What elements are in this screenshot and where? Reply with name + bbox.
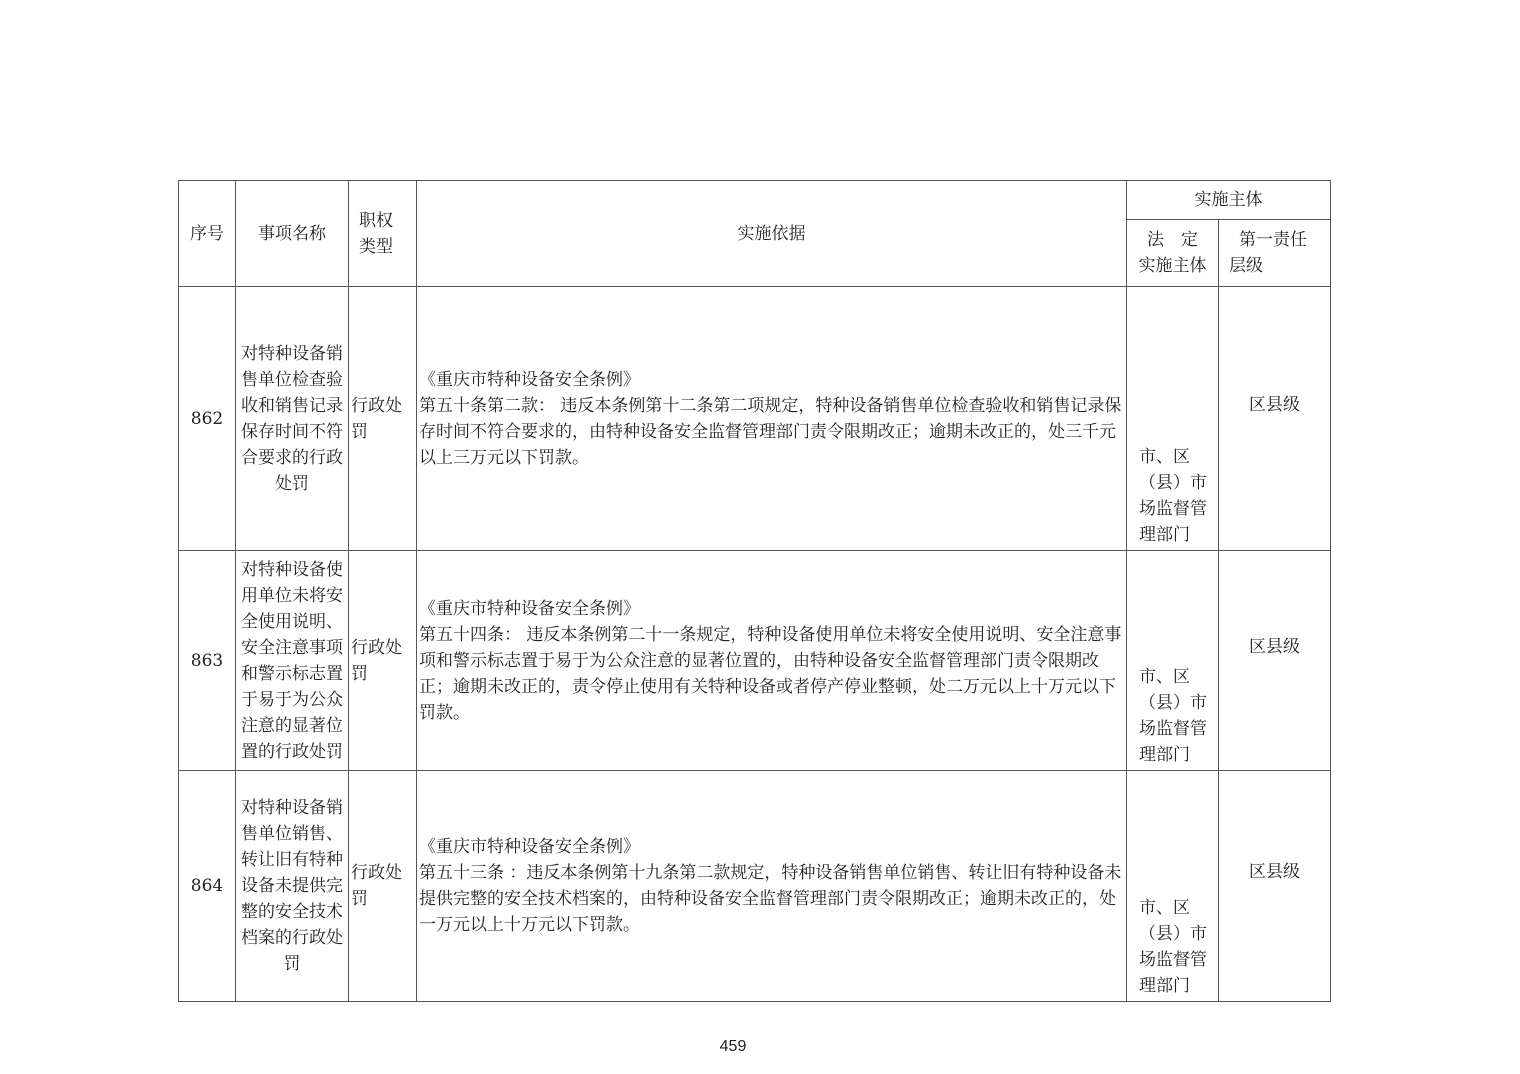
row-seq: 863 — [179, 551, 236, 771]
row-law-clause: 第五十四条： 违反本条例第二十一条规定，特种设备使用单位未将安全使用说明、安全注意事项和警示标志置于易于为公众注意的显著位置的，由特种设备安全监督管理部门责令限期改正；逾期未改正的，责令停止使用有关特种设备或者停产停业整顿，处二万元以上十万元以下罚款。 — [419, 624, 1122, 723]
header-row-1 — [179, 181, 1331, 220]
row-first-resp-level — [1219, 551, 1331, 771]
row-law-clause: 第五十三条 ：违反本条例第十九条第二款规定，特种设备销售单位销售、转让旧有特种设备未提供完整的安全技术档案的，由特种设备安全监督管理部门责令限期改正；逾期未改正的，处一万元以上十万元以下罚款。 — [419, 863, 1122, 935]
header-first-resp-line1: 第一责任 — [1239, 230, 1307, 250]
row-legal-subject: 市、区（县）市场监督管理部门 — [1127, 771, 1219, 1002]
row-authority-type: 行政处罚 — [349, 771, 417, 1002]
row-item-name: 对特种设备使用单位未将安全使用说明、安全注意事项和警示标志置于易于为公众注意的显著位置的行政处罚 — [236, 551, 349, 771]
row-basis — [417, 551, 1127, 771]
row-first-resp-level — [1219, 771, 1331, 1002]
header-authority-type-line1: 职权 — [359, 210, 393, 231]
row-basis — [417, 771, 1127, 1002]
header-first-resp-line2: 层级 — [1229, 256, 1263, 276]
row-first-resp-level — [1219, 287, 1331, 551]
row-basis — [417, 287, 1127, 551]
row-law-clause: 第五十条第二款： 违反本条例第十二条第二项规定，特种设备销售单位检查验收和销售记录保存时间不符合要求的，由特种设备安全监督管理部门责令限期改正；逾期未改正的，处三千元以上三万元以下罚款。 — [419, 395, 1122, 468]
row-legal-subject: 市、区（县）市场监督管理部门 — [1127, 551, 1219, 771]
row-first-resp-level-text: 区县级 — [1249, 636, 1300, 657]
enforcement-table — [178, 180, 1331, 1002]
header-first-resp-level — [1219, 220, 1331, 287]
table-header — [179, 181, 1331, 287]
header-legal-subject-line2: 实施主体 — [1138, 256, 1207, 276]
page-number: 459 — [719, 1038, 747, 1055]
header-seq: 序号 — [179, 181, 236, 287]
row-legal-subject: 市、区（县）市场监督管理部门 — [1127, 287, 1219, 551]
row-seq: 864 — [179, 771, 236, 1002]
row-law-title: 《重庆市特种设备安全条例》 — [419, 369, 640, 390]
row-seq: 862 — [179, 287, 236, 551]
table-body — [179, 287, 1331, 1002]
row-authority-type: 行政处罚 — [349, 287, 417, 551]
header-item-name: 事项名称 — [236, 181, 349, 287]
header-subject-group: 实施主体 — [1127, 181, 1331, 220]
row-authority-type: 行政处罚 — [349, 551, 417, 771]
table-row — [179, 287, 1331, 551]
row-first-resp-level-text: 区县级 — [1249, 862, 1300, 882]
row-item-name: 对特种设备销售单位销售、转让旧有特种设备未提供完整的安全技术档案的行政处罚 — [236, 771, 349, 1002]
header-basis: 实施依据 — [417, 181, 1127, 287]
header-legal-subject — [1127, 220, 1219, 287]
row-law-title: 《重庆市特种设备安全条例》 — [419, 598, 640, 619]
header-authority-type — [349, 181, 417, 287]
row-item-name: 对特种设备销售单位检查验收和销售记录保存时间不符合要求的行政处罚 — [236, 287, 349, 551]
row-first-resp-level-text: 区县级 — [1249, 394, 1300, 415]
table-row — [179, 551, 1331, 771]
header-authority-type-line2: 类型 — [359, 236, 393, 257]
header-legal-subject-line1: 法 定 — [1147, 230, 1198, 250]
row-law-title: 《重庆市特种设备安全条例》 — [419, 837, 640, 857]
table-row — [179, 771, 1331, 1002]
